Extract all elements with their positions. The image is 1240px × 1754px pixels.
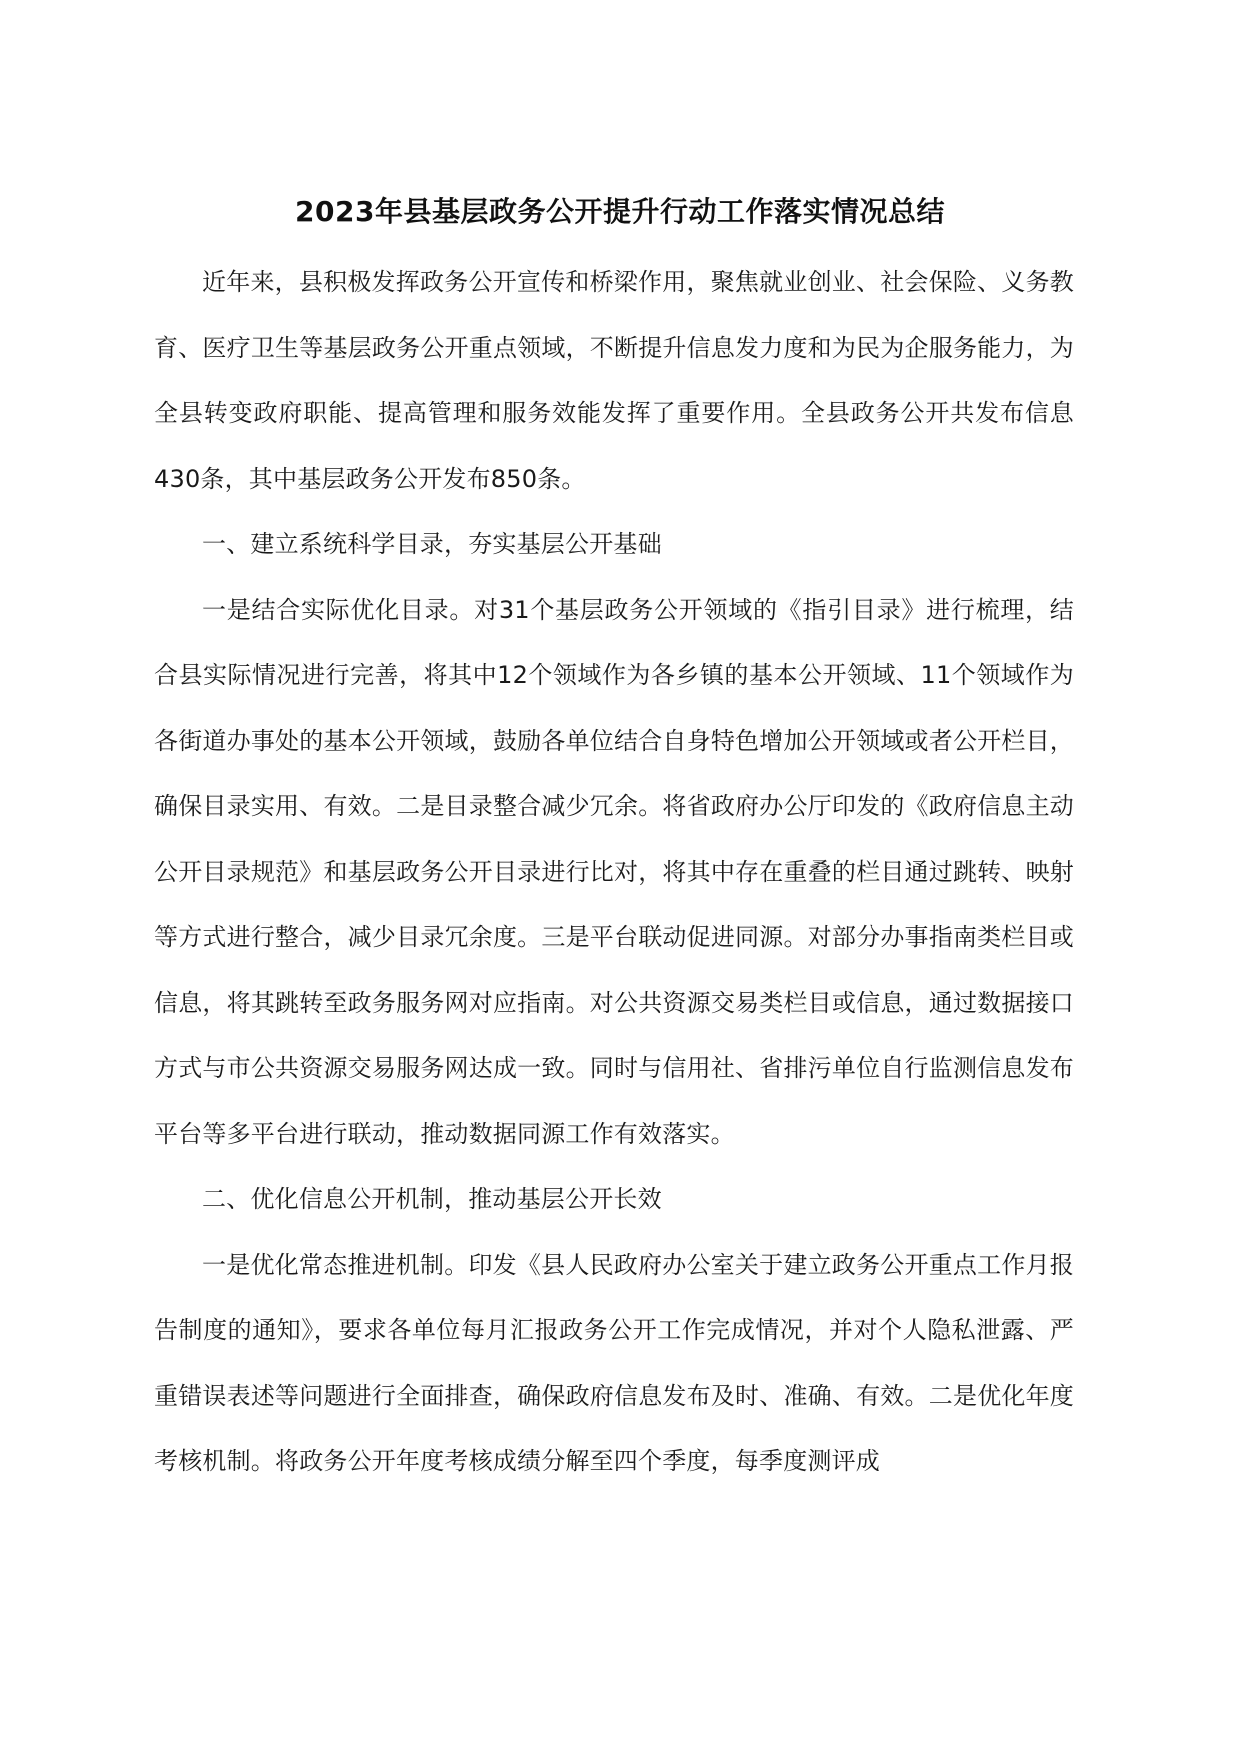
paragraph-intro: 近年来，县积极发挥政务公开宣传和桥梁作用，聚焦就业创业、社会保险、义务教育、医疗卫生等基层政务公开重点领域，不断提升信息发力度和为民为企服务能力，为全县转变政府职能、提高管理和服务效能发挥了重要作用。全县政务公开共发布信息430条，其中基层政务公开发布850条。 (154, 268, 1074, 493)
paragraph-section-2: 一是优化常态推进机制。印发《县人民政府办公室关于建立政务公开重点工作月报告制度的通知》，要求各单位每月汇报政务公开工作完成情况，并对个人隐私泄露、严重错误表述等问题进行全面排查，确保政府信息发布及时、准确、有效。二是优化年度考核机制。将政务公开年度考核成绩分解至四个季度，每季度测评成 (154, 1250, 1074, 1475)
document-body (154, 250, 1074, 1495)
section-heading-2: 二、优化信息公开机制，推动基层公开长效 (202, 1185, 662, 1213)
section-heading-1: 一、建立系统科学目录，夯实基层公开基础 (202, 530, 662, 558)
document-title: 2023年县基层政务公开提升行动工作落实情况总结 (295, 195, 945, 228)
paragraph-section-1: 一是结合实际优化目录。对31个基层政务公开领域的《指引目录》进行梳理，结合县实际情况进行完善，将其中12个领域作为各乡镇的基本公开领域、11个领域作为各街道办事处的基本公开领域，鼓励各单位结合自身特色增加公开领域或者公开栏目，确保目录实用、有效。二是目录整合减少冗余。将省政府办公厅印发的《政府信息主动公开目录规范》和基层政务公开目录进行比对，将其中存在重叠的栏目通过跳转、映射等方式进行整合，减少目录冗余度。三是平台联动促进同源。对部分办事指南类栏目或信息，将其跳转至政务服务网对应指南。对公共资源交易类栏目或信息，通过数据接口方式与市公共资源交易服务网达成一致。同时与信用社、省排污单位自行监测信息发布平台等多平台进行联动，推动数据同源工作有效落实。 (154, 595, 1074, 1148)
